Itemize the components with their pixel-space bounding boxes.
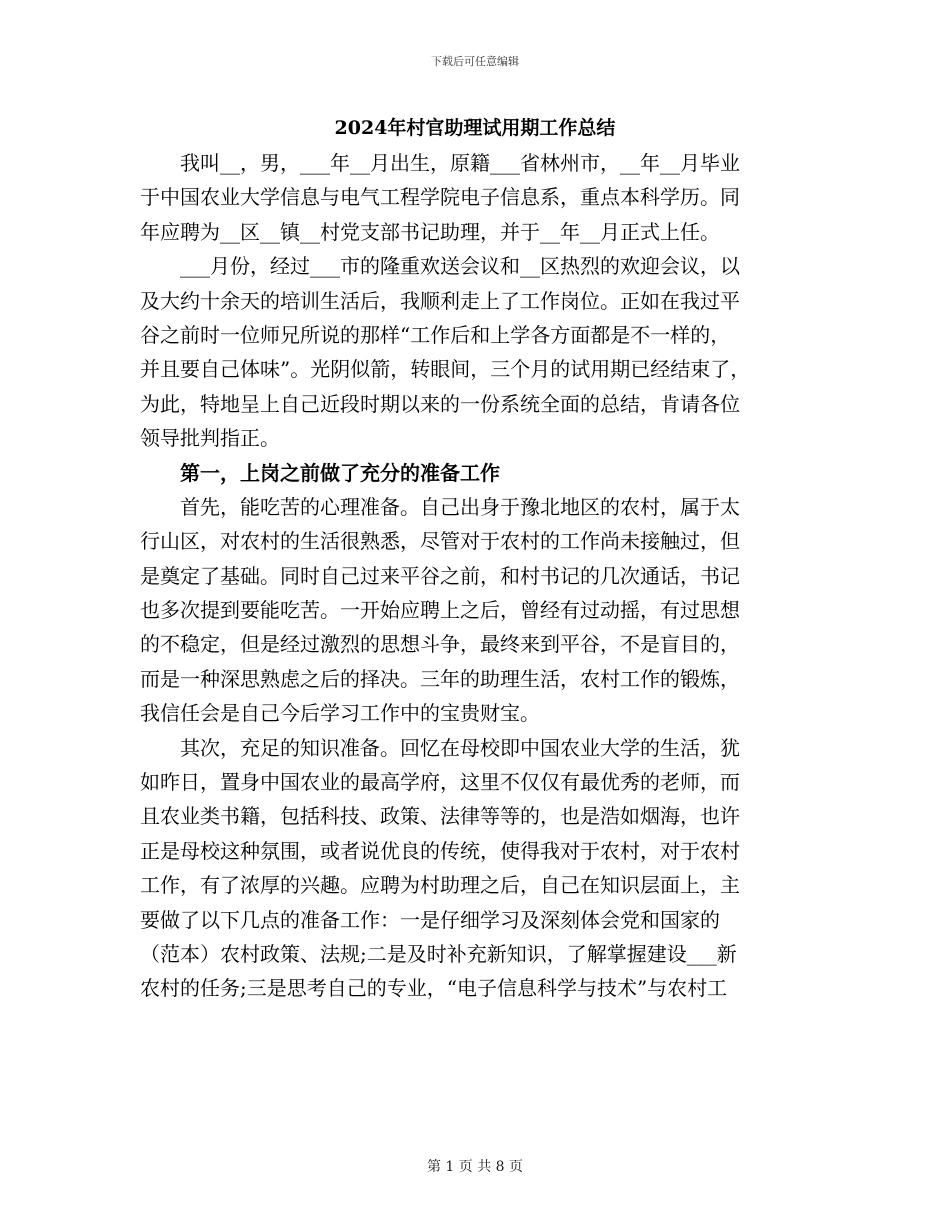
body-line: 我信任会是自己今后学习工作中的宝贵财宝。 xyxy=(140,701,540,726)
header-note: 下载后可任意编辑 xyxy=(431,55,519,68)
section-heading: 第一，上岗之前做了充分的准备工作 xyxy=(140,460,500,485)
body-line: 年应聘为__区__镇__村党支部书记助理，并于__年__月正式上任。 xyxy=(140,219,720,244)
body-line: 为此，特地呈上自己近段时期以来的一份系统全面的总结，肯请各位 xyxy=(140,391,740,416)
body-line: ___月份，经过___市的隆重欢送会议和__区热烈的欢迎会议，以 xyxy=(140,254,740,279)
body-line: 及大约十余天的培训生活后，我顺利走上了工作岗位。正如在我过平 xyxy=(140,288,740,313)
body-line: 领导批判指正。 xyxy=(140,426,280,451)
body-line: 正是母校这种氛围，或者说优良的传统，使得我对于农村，对于农村 xyxy=(140,838,740,863)
document-body xyxy=(140,146,810,1006)
body-line: 农村的任务;三是思考自己的专业，“电子信息科学与技术”与农村工 xyxy=(140,976,728,1001)
body-line: 其次，充足的知识准备。回忆在母校即中国农业大学的生活，犹 xyxy=(140,735,740,760)
body-line: 的不稳定，但是经过激烈的思想斗争，最终来到平谷，不是盲目的， xyxy=(140,632,740,657)
body-line: 并且要自己体味”。光阴似箭，转眼间，三个月的试用期已经结束了， xyxy=(140,357,751,382)
document-title: 2024年村官助理试用期工作总结 xyxy=(334,117,616,139)
body-line: 且农业类书籍，包括科技、政策、法律等等的，也是浩如烟海，也许 xyxy=(140,804,740,829)
body-line: 工作，有了浓厚的兴趣。应聘为村助理之后，自己在知识层面上，主 xyxy=(140,873,740,898)
body-line: 如昨日，置身中国农业的最高学府，这里不仅仅有最优秀的老师，而 xyxy=(140,770,740,795)
body-line: 是奠定了基础。同时自己过来平谷之前，和村书记的几次通话，书记 xyxy=(140,563,740,588)
body-line: 谷之前时一位师兄所说的那样“工作后和上学各方面都是不一样的， xyxy=(140,322,731,347)
body-line: 行山区，对农村的生活很熟悉，尽管对于农村的工作尚未接触过，但 xyxy=(140,529,740,554)
body-line: 首先，能吃苦的心理准备。自己出身于豫北地区的农村，属于太 xyxy=(140,494,740,519)
body-line: 而是一种深思熟虑之后的择决。三年的助理生活，农村工作的锻炼， xyxy=(140,666,740,691)
body-line: 我叫__，男，___年__月出生，原籍___省林州市，__年__月毕业 xyxy=(140,151,740,175)
body-line: 于中国农业大学信息与电气工程学院电子信息系，重点本科学历。同 xyxy=(140,185,740,210)
body-line: 也多次提到要能吃苦。一开始应聘上之后，曾经有过动摇，有过思想 xyxy=(140,598,740,623)
body-line: 要做了以下几点的准备工作：一是仔细学习及深刻体会党和国家的 xyxy=(140,907,720,932)
body-line: （范本）农村政策、法规;二是及时补充新知识，了解掌握建设___新 xyxy=(140,941,737,966)
page-footer: 第 1 页 共 8 页 xyxy=(426,1159,524,1175)
